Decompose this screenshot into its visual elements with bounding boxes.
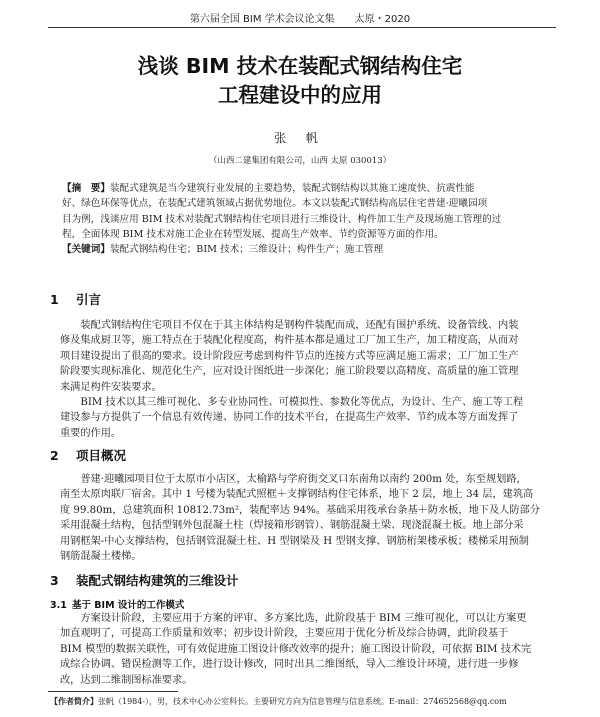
paragraph: [60, 611, 554, 688]
author-footnote: [50, 696, 507, 707]
section-heading: [50, 290, 101, 308]
title-line-2: 工程建设中的应用: [218, 83, 382, 107]
abstract-line: 好、绿色环保等优点，在装配式建筑领域占据优势地位。本文以装配式钢结构高层住宅普建·迎曦园项: [62, 198, 488, 210]
author: 张 帆: [274, 131, 326, 145]
text-line: 采用混凝土结构，包括型钢外包混凝土柱（焊接箱形钢管）、钢筋混凝土梁、现浇混凝土板。地上部分采: [60, 520, 524, 532]
abstract-line: 目为例，浅谈应用 BIM 技术对装配式钢结构住宅项目进行三维设计、构件加工生产及现场施工管理的过: [62, 213, 502, 225]
header-rule: [48, 27, 556, 28]
text-line: 用钢框架-中心支撑结构，包括钢管混凝土柱、H 型钢梁及 H 型钢支撑、钢筋桁架楼承板；楼梯采用预制: [60, 535, 529, 547]
text-line: 修及集成厨卫等，施工特点在于装配化程度高，构件基本都是通过工厂加工生产，加工精度高，从而对: [60, 335, 519, 347]
text-line: 阶段要实现标准化、规范化生产，应对设计图纸进一步深化；施工阶段要以高精度、高质量的施工管理: [60, 366, 519, 378]
keywords-text: 装配式钢结构住宅；BIM 技术；三维设计；构件生产；施工管理: [109, 244, 384, 256]
text-line: 重要的作用。: [60, 427, 122, 439]
section-title: 引言: [76, 292, 102, 307]
text-line: 普建·迎曦园项目位于太原市小店区，太榆路与学府街交叉口东南角以南约 200m 处，东至规划路，: [60, 474, 527, 485]
section-number: 2: [50, 448, 59, 463]
paragraph: [60, 472, 554, 564]
text-line: BIM 技术以其三维可视化、多专业协同性、可模拟性、参数化等优点，为设计、生产、施工等工程: [60, 397, 524, 409]
text-line: 建设参与方提供了一个信息有效传递、协同工作的技术平台，在提高生产效率、节约成本等方面发挥了: [60, 412, 519, 424]
text-line: 钢筋混凝土楼梯。: [60, 551, 142, 563]
abstract: [62, 181, 552, 257]
section-heading: [50, 571, 239, 589]
abstract-line: [62, 181, 552, 196]
running-header: 第六届全国 BIM 学术会议论文集 太原・2020: [189, 14, 411, 25]
footnote-text: 张帆（1984-），男，技术中心办公室科长。主要研究方向为信息管理与信息系统。E-mail：274652568@qq.com: [98, 697, 507, 706]
section-number: 1: [50, 292, 59, 307]
text-line: 项目建设提出了很高的要求。设计阶段应考虑到构件节点的连接方式等应满足施工需求；工厂加工生产: [60, 350, 519, 362]
text-line: 度 99.80m，总建筑面积 10812.73m²，装配率达 94%。基础采用筏承台条基＋防水板，地下及人防部分: [60, 504, 540, 516]
affiliation: （山西二建集团有限公司，山西 太原 030013）: [208, 156, 392, 166]
paper-title: [0, 52, 600, 110]
section-heading: [50, 446, 126, 464]
text-line: 加直观明了，可提高工作质量和效率；初步设计阶段，主要应用于优化分析及综合协调，此阶段基于: [60, 628, 509, 640]
abstract-line: 程，全面体现 BIM 技术对施工企业在转型发展、提高生产效率、节约资源等方面的作用。: [62, 228, 444, 240]
text-line: 改，达到二维制图标准要求。: [60, 674, 193, 686]
text-line: 来满足构件安装要求。: [60, 381, 162, 393]
keywords-label: 【关键词】: [62, 244, 110, 256]
section-title: 项目概况: [76, 448, 127, 463]
title-line-1: 浅谈 BIM 技术在装配式钢结构住宅: [137, 54, 463, 78]
subsection-number: 3.1: [50, 600, 67, 611]
text-line: 南至太原肉联厂宿舍。其中 1 号楼为装配式照框＋支撑钢结构住宅体系，地下 2 层，地上 34 层，建筑高: [60, 489, 534, 501]
text-line: BIM 模型的数据关联性，可有效促进施工图设计修改效率的提升；施工图设计阶段，可依据 BIM 技术完: [60, 643, 532, 655]
text-line: 成综合协调、错误检测等工作，进行设计修改，同时出具二维图纸，导入二维设计环境，进行进一步修: [60, 659, 519, 671]
abstract-text: 装配式建筑是当今建筑行业发展的主要趋势，装配式钢结构以其施工速度快、抗震性能: [109, 183, 475, 194]
footnote-rule: [48, 691, 178, 692]
text-line: 装配式钢结构住宅项目不仅在于其主体结构是钢构件装配而成，还配有围护系统、设备管线、内装: [60, 320, 519, 331]
paragraph: [60, 318, 554, 441]
footnote-label: 【作者简介】: [50, 697, 98, 706]
section-title: 装配式钢结构建筑的三维设计: [76, 573, 239, 588]
text-line: 方案设计阶段，主要应用于方案的评审、多方案比选，此阶段基于 BIM 三维可视化，可以让方案更: [60, 613, 527, 624]
keywords-line: [62, 242, 552, 257]
abstract-label: 【摘 要】: [62, 183, 110, 194]
subsection-title: 基于 BIM 设计的工作模式: [72, 600, 185, 611]
section-number: 3: [50, 573, 59, 588]
subsection-heading: [50, 597, 184, 611]
